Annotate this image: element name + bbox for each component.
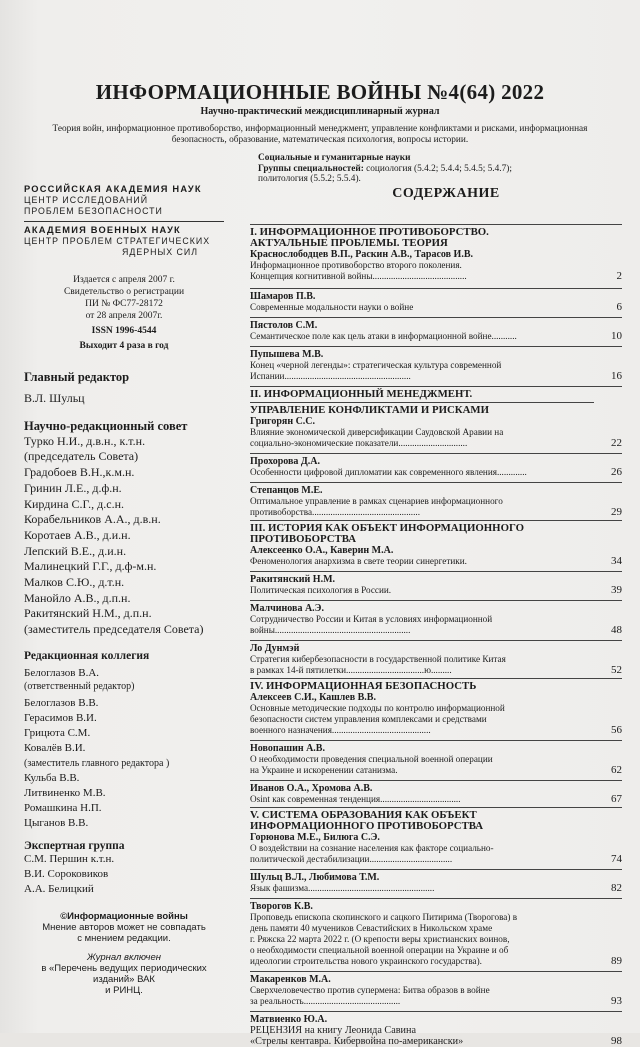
disclaimer-line-1: Мнение авторов может не совпадать — [42, 921, 206, 933]
divider — [250, 869, 622, 870]
toc-page: 6 — [616, 301, 622, 313]
spec-groups-value: социология (5.4.2; 5.4.4; 5.4.5; 5.4.7); — [363, 163, 512, 174]
board-member: Герасимов В.И. — [24, 711, 97, 724]
toc-entry[interactable] — [250, 574, 622, 596]
toc-page: 93 — [611, 995, 622, 1007]
board-member: Ромашкина Н.П. — [24, 801, 102, 814]
specialties-block — [258, 153, 598, 185]
toc-title: Влияние экономической диверсификации Саудовской Аравии на — [250, 427, 504, 437]
toc-section: ПРОТИВОБОРСТВА — [250, 533, 357, 545]
toc-authors: Творогов К.В. — [250, 901, 313, 912]
org-ran — [24, 184, 224, 217]
toc-title: Оптимальное управление в рамках сценариев информационного — [250, 496, 503, 506]
journal-title: ИНФОРМАЦИОННЫЕ ВОЙНЫ №4(64) 2022 — [95, 80, 545, 104]
reg-line-2: Свидетельство о регистрации — [63, 287, 185, 297]
toc-title: социально-экономические показатели.............................. — [250, 438, 468, 448]
toc-entry[interactable] — [250, 523, 622, 567]
spec-line-1: Социальные и гуманитарные науки — [258, 153, 411, 163]
council-member: Градобоев В.Н.,к.м.н. — [24, 465, 135, 480]
council-member: Турко Н.И., д.в.н., к.т.н. — [24, 433, 146, 448]
council-member: Корабельников А.А., д.в.н. — [24, 512, 161, 527]
divider — [250, 807, 622, 808]
board-member: Кульба В.В. — [24, 771, 80, 784]
divider — [250, 740, 622, 741]
expert-member: А.А. Белицкий — [24, 882, 94, 895]
toc-authors: Малчинова А.Э. — [250, 603, 324, 614]
table-of-contents — [250, 186, 622, 1047]
toc-page: 82 — [611, 882, 622, 894]
toc-authors: Алексеенко О.А., Каверин М.А. — [250, 545, 394, 556]
toc-title: Osint как современная тенденция................................... — [250, 794, 461, 804]
toc-authors: Иванов О.А., Хромова А.В. — [250, 783, 373, 794]
divider — [250, 571, 622, 572]
toc-entry[interactable] — [250, 783, 622, 805]
toc-title: О воздействии на сознание населения как факторе социально- — [250, 843, 494, 853]
board-member: Грицюта С.М. — [24, 726, 91, 739]
toc-authors: Ракитянский Н.М. — [250, 574, 336, 585]
toc-section: I. ИНФОРМАЦИОННОЕ ПРОТИВОБОРСТВО. — [250, 226, 489, 238]
org-ran-name: РОССИЙСКАЯ АКАДЕМИЯ НАУК — [24, 184, 202, 194]
toc-authors: Матвиенко Ю.А. — [250, 1014, 328, 1025]
toc-page: 89 — [611, 955, 622, 967]
toc-page: 62 — [611, 764, 622, 776]
toc-title: противоборства............................................... — [250, 507, 420, 517]
spec-line-2 — [258, 164, 598, 175]
journal-topics: Теория войн, информационное противоборство, информационный менеджмент, управление конфликтами и рисками, информационная безопасность, образование, математическая психология, вопросы истории. — [52, 124, 588, 145]
toc-page: 22 — [611, 437, 622, 449]
toc-page: 39 — [611, 584, 622, 596]
toc-entry[interactable] — [250, 291, 622, 313]
editor-name: В.Л. Шульц — [24, 391, 85, 405]
toc-title: «Стрелы кентавра. Кибервойна по-американски» — [250, 1036, 464, 1047]
toc-page: 74 — [611, 853, 622, 865]
toc-title: Проповедь епископа скопинского и сацкого Питирима (Творогова) в — [250, 912, 518, 922]
toc-authors: Пупышева М.В. — [250, 349, 324, 360]
toc-title: Информационное противоборство второго поколения. — [250, 260, 462, 270]
board-list — [24, 666, 224, 831]
toc-authors: Краснослободцев В.П., Раскин А.В., Тарасов И.В. — [250, 249, 473, 260]
board-member: (ответственный редактор) — [24, 680, 135, 692]
toc-entry[interactable] — [250, 389, 622, 449]
toc-title: Стратегия кибербезопасности в государственной политике Китая — [250, 654, 506, 664]
toc-title: за реальность.......................................... — [250, 996, 401, 1006]
toc-title: Сотрудничество России и Китая в условиях информационной — [250, 614, 493, 624]
toc-section: АКТУАЛЬНЫЕ ПРОБЛЕМЫ. ТЕОРИЯ — [250, 237, 448, 249]
toc-title: на Украине и искоренении сатанизма. — [250, 765, 398, 775]
council-member: Ракитянский Н.М., д.п.н. — [24, 606, 152, 621]
disclaimer — [24, 911, 224, 944]
org-avn-name: АКАДЕМИЯ ВОЕННЫХ НАУК — [24, 225, 181, 235]
expert-member: С.М. Першин к.т.н. — [24, 852, 115, 865]
toc-title: О необходимости проведения специальной военной операции — [250, 754, 493, 764]
divider — [250, 346, 622, 347]
council-heading: Научно-редакционный совет — [24, 418, 188, 433]
contents-heading: СОДЕРЖАНИЕ — [392, 186, 500, 201]
journal-subtitle: Научно-практический междисциплинарный журнал — [200, 106, 440, 117]
divider — [250, 971, 622, 972]
copyright: ©Информационные войны — [60, 910, 188, 922]
toc-authors: Новопашин А.В. — [250, 743, 325, 754]
toc-entry[interactable] — [250, 974, 622, 1007]
board-member: (заместитель главного редактора ) — [24, 757, 170, 769]
toc-authors: Пястолов С.М. — [250, 320, 318, 331]
toc-entry[interactable] — [250, 681, 622, 736]
toc-title: Семантическое поле как цель атаки в информационной войне........... — [250, 331, 517, 341]
toc-entry[interactable] — [250, 485, 622, 518]
toc-entry[interactable] — [250, 603, 622, 636]
toc-section: IV. ИНФОРМАЦИОННАЯ БЕЗОПАСНОСТЬ — [250, 680, 477, 692]
toc-page: 29 — [611, 506, 622, 518]
toc-page: 48 — [611, 624, 622, 636]
council-member: Лепский В.Е., д.и.н. — [24, 543, 127, 558]
toc-title: о необходимости специальной военной операции на Украине и об — [250, 945, 509, 955]
toc-entry[interactable] — [250, 643, 622, 676]
inclusion-line-3: и РИНЦ. — [105, 984, 143, 996]
toc-title: Конец «черной легенды»: стратегическая культура современной — [250, 360, 502, 370]
toc-title: Язык фашизма....................................................... — [250, 883, 435, 893]
toc-authors: Григорян С.С. — [250, 416, 316, 427]
toc-entry[interactable] — [250, 227, 622, 282]
toc-title: Политическая психология в России. — [250, 585, 392, 595]
council-member: Малков С.Ю., д.т.н. — [24, 575, 125, 590]
toc-entry[interactable] — [250, 901, 622, 967]
toc-title: Особенности цифровой дипломатии как современного явления............. — [250, 467, 527, 477]
divider — [250, 1011, 622, 1012]
toc-entry[interactable] — [250, 349, 622, 382]
toc-title: Испании....................................................... — [250, 371, 411, 381]
spec-line-3: политология (5.5.2; 5.5.4). — [258, 174, 361, 184]
divider — [250, 288, 622, 289]
toc-page: 34 — [611, 555, 622, 567]
toc-entry[interactable] — [250, 1014, 622, 1047]
toc-title: идеологии строительства нового украинского государства). — [250, 956, 482, 966]
reg-line-1: Издается с апреля 2007 г. — [73, 275, 175, 285]
toc-page: 2 — [616, 270, 622, 282]
council-member: Кирдина С.Г., д.с.н. — [24, 496, 124, 511]
toc-authors: Шамаров П.В. — [250, 291, 316, 302]
toc-title: РЕЦЕНЗИЯ на книгу Леонида Савина — [250, 1025, 416, 1036]
spec-groups-label: Группы специальностей: — [258, 163, 364, 174]
disclaimer-line-2: с мнением редакции. — [77, 932, 171, 944]
divider — [250, 224, 622, 225]
toc-title: военного назначения........................................... — [250, 725, 431, 735]
editor-heading: Главный редактор — [24, 370, 130, 384]
toc-title: г. Ряжска 22 марта 2022 г. (О крепости веры христианских воинов, — [250, 934, 510, 944]
toc-title: безопасности систем управления комплексами и средствами — [250, 714, 487, 724]
board-member: Литвиненко М.В. — [24, 786, 106, 799]
toc-page: 67 — [611, 793, 622, 805]
toc-entry[interactable] — [250, 456, 622, 478]
toc-authors: Алексеев С.И., Кашлев В.В. — [250, 692, 376, 703]
board-member: Белоглазов В.В. — [24, 696, 99, 709]
toc-title: в рамках 14-й пятилетки..................................ю......... — [250, 665, 452, 675]
council-member: Гринин Л.Е., д.ф.н. — [24, 480, 122, 495]
toc-authors: Горюнова М.Е., Билюга С.Э. — [250, 832, 380, 843]
toc-title: Основные методические подходы по контролю информационной — [250, 703, 505, 713]
inclusion-note — [24, 952, 224, 996]
divider — [250, 482, 622, 483]
council-list — [24, 434, 224, 638]
toc-title: войны........................................................... — [250, 625, 411, 635]
toc-page: 16 — [611, 370, 622, 382]
council-member: Малинецкий Г.Г., д.ф-м.н. — [24, 559, 157, 574]
divider — [250, 402, 594, 403]
toc-entry[interactable] — [250, 743, 622, 776]
board-member: Цыганов В.В. — [24, 816, 89, 829]
toc-entry[interactable] — [250, 872, 622, 894]
toc-title: Феноменология анархизма в свете теории синергетики. — [250, 556, 467, 566]
toc-title: день памяти 40 мучеников Севастийских в Никольском храме — [250, 923, 493, 933]
divider — [250, 453, 622, 454]
toc-section: II. ИНФОРМАЦИОННЫЙ МЕНЕДЖМЕНТ. — [250, 388, 473, 400]
toc-authors: Шульц В.Л., Любимова Т.М. — [250, 872, 380, 883]
registration-block — [24, 274, 224, 352]
expert-heading: Экспертная группа — [24, 839, 125, 852]
inclusion-line-1: Журнал включен — [87, 951, 161, 963]
council-member: Коротаев А.В., д.и.н. — [24, 527, 131, 542]
divider — [24, 221, 224, 222]
divider — [250, 317, 622, 318]
divider — [250, 678, 622, 679]
org-ran-center: ЦЕНТР ИССЛЕДОВАНИЙ — [24, 195, 149, 205]
toc-section: III. ИСТОРИЯ КАК ОБЪЕКТ ИНФОРМАЦИОННОГО — [250, 522, 524, 534]
toc-title: Современные модальности науки о войне — [250, 302, 414, 312]
divider — [250, 780, 622, 781]
toc-page: 98 — [611, 1035, 622, 1047]
divider — [250, 386, 622, 387]
frequency: Выходит 4 раза в год — [79, 341, 169, 351]
toc-title: политической дестабилизации.................................... — [250, 854, 453, 864]
toc-title: Концепция когнитивной войны......................................... — [250, 271, 467, 281]
expert-member: В.И. Сороковиков — [24, 867, 109, 880]
toc-page: 26 — [611, 466, 622, 478]
board-heading: Редакционная коллегия — [24, 649, 150, 662]
toc-section: V. СИСТЕМА ОБРАЗОВАНИЯ КАК ОБЪЕКТ — [250, 809, 477, 821]
toc-authors: Степанцов М.Е. — [250, 485, 323, 496]
toc-section: УПРАВЛЕНИЕ КОНФЛИКТАМИ И РИСКАМИ — [250, 404, 490, 416]
council-member: (председатель Совета) — [24, 449, 139, 464]
toc-page: 56 — [611, 724, 622, 736]
board-member: Ковалёв В.И. — [24, 741, 86, 754]
toc-entry[interactable] — [250, 810, 622, 865]
toc-authors: Ло Дунмэй — [250, 643, 300, 654]
toc-page: 10 — [611, 330, 622, 342]
toc-page: 52 — [611, 664, 622, 676]
divider — [250, 520, 622, 521]
org-avn — [24, 225, 224, 258]
divider — [250, 640, 622, 641]
reg-line-3: ПИ № ФС77-28172 — [85, 299, 163, 309]
toc-authors: Прохорова Д.А. — [250, 456, 321, 467]
org-ran-center-2: ПРОБЛЕМ БЕЗОПАСНОСТИ — [24, 206, 163, 216]
org-avn-center: ЦЕНТР ПРОБЛЕМ СТРАТЕГИЧЕСКИХ — [24, 236, 211, 246]
toc-authors: Макаренков М.А. — [250, 974, 331, 985]
reg-line-4: от 28 апреля 2007г. — [85, 311, 163, 321]
toc-title: Сверхчеловечество против супермена: Битва образов в войне — [250, 985, 490, 995]
issn: ISSN 1996-4544 — [91, 326, 157, 336]
expert-list — [24, 852, 224, 897]
toc-entry[interactable] — [250, 320, 622, 342]
divider — [250, 600, 622, 601]
council-member: (заместитель председателя Совета) — [24, 622, 204, 637]
council-member: Манойло А.В., д.п.н. — [24, 590, 131, 605]
org-avn-center-2: ЯДЕРНЫХ СИЛ — [122, 247, 198, 257]
board-member: Белоглазов В.А. — [24, 666, 100, 679]
toc-section: ИНФОРМАЦИОННОГО ПРОТИВОБОРСТВА — [250, 820, 484, 832]
divider — [250, 898, 622, 899]
inclusion-line-2: в «Перечень ведущих периодических изданий» ВАК — [41, 962, 207, 985]
left-column — [24, 184, 224, 996]
